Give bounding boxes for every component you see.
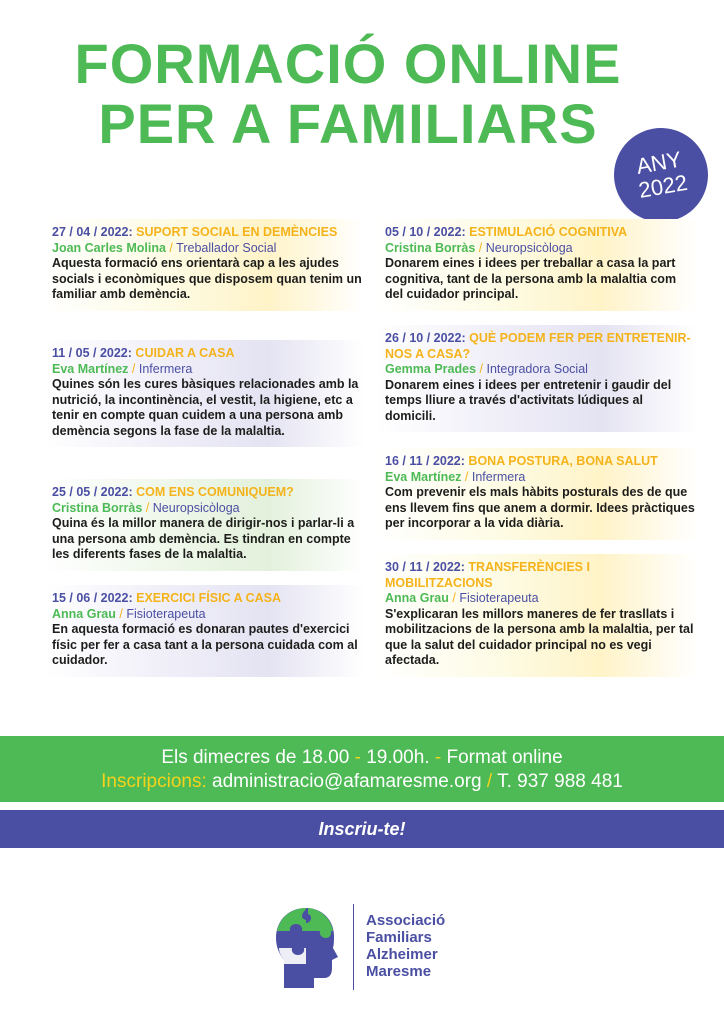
event-speaker: Eva Martínez <box>385 469 462 484</box>
event-speaker: Anna Grau <box>385 591 449 605</box>
event-date: 25 / 05 / 2022: <box>52 485 133 499</box>
event-topic: EXERCICI FÍSIC A CASA <box>136 591 282 605</box>
year-badge-year: 2022 <box>636 169 690 203</box>
event-card: 30 / 11 / 2022: TRANSFERÈNCIES I MOBILITZACIONS Anna Grau / Fisioterapeuta S'explicaran les millors maneres de fer trasllats i mobilitzacions de la persona amb la malaltia, per tal que la salut del cuidador principal no es vegi afectada. <box>377 554 697 677</box>
event-speaker: Cristina Borràs <box>52 500 143 515</box>
schedule-end: 19.00h. <box>366 747 430 768</box>
contact-email-link[interactable]: administracio@afamaresme.org <box>212 771 482 792</box>
logo-line-4: Maresme <box>366 963 432 980</box>
info-band <box>0 736 724 802</box>
event-card: 15 / 06 / 2022: EXERCICI FÍSIC A CASA Anna Grau / Fisioterapeuta En aquesta formació es donaran pautes d'exercici físic per fer a casa tant a la persona cuidada com al cuidador. <box>44 585 364 677</box>
event-speaker-role: Fisioterapeuta <box>126 606 206 621</box>
contact-phone: T. 937 988 481 <box>497 771 623 792</box>
event-topic: QUÈ PODEM FER PER ENTRETENIR-NOS A CASA? <box>385 331 691 361</box>
event-date: 30 / 11 / 2022: <box>385 560 465 574</box>
schedule-start: Els dimecres de 18.00 <box>161 747 350 768</box>
event-speaker-role: Infermera <box>471 469 526 484</box>
event-topic: ESTIMULACIÓ COGNITIVA <box>469 225 628 239</box>
event-date: 05 / 10 / 2022: <box>385 225 466 239</box>
contact-separator: / <box>486 771 493 792</box>
event-speaker-role: Integradora Social <box>486 362 588 376</box>
event-card: 16 / 11 / 2022: BONA POSTURA, BONA SALUT Eva Martínez / Infermera Com prevenir els mals hàbits posturals des de que ens llevem fins que anem a dormir. Idees pràctiques per incorporar a la vida diària. <box>377 448 697 540</box>
event-speaker-role: Fisioterapeuta <box>459 591 539 605</box>
title-line-1: FORMACIÓ ONLINE <box>74 32 622 95</box>
event-topic: SUPORT SOCIAL EN DEMÈNCIES <box>136 225 338 239</box>
inscriptions-label: Inscripcions: <box>101 771 207 792</box>
event-date: 26 / 10 / 2022: <box>385 331 466 345</box>
page-title <box>0 34 696 154</box>
event-date: 11 / 05 / 2022: <box>52 346 132 360</box>
org-logo-text <box>366 912 445 980</box>
event-topic: COM ENS COMUNIQUEM? <box>136 485 294 499</box>
event-topic: BONA POSTURA, BONA SALUT <box>468 454 658 468</box>
event-date: 27 / 04 / 2022: <box>52 225 133 239</box>
format-dash: - <box>434 747 442 768</box>
event-card: 11 / 05 / 2022: CUIDAR A CASA Eva Martínez / Infermera Quines són les cures bàsiques relacionades amb la nutrició, la incontinència, el vestit, la higiene, etc a tenir en compte quan cuidem a una persona amb demència segons la fase de la malaltia. <box>44 340 364 447</box>
schedule-dash: - <box>354 747 361 768</box>
logo-line-1: Associació <box>366 912 446 929</box>
event-description: S'explicaran les millors maneres de fer trasllats i mobilitzacions de la persona amb la malaltia, per tal que la salut del cuidador principal no es vegi afectada. <box>385 606 694 667</box>
event-speaker: Gemma Prades <box>385 362 477 376</box>
contact-line <box>0 770 724 794</box>
event-card: 26 / 10 / 2022: QUÈ PODEM FER PER ENTRETENIR-NOS A CASA? Gemma Prades / Integradora Social Donarem eines i idees per entretenir i gaudir del temps lliure a través d'activitats lúdiques al domicili. <box>377 325 697 432</box>
format-text: Format online <box>446 747 563 768</box>
schedule-line <box>0 746 724 770</box>
event-description: Aquesta formació ens orientarà cap a les ajudes socials i econòmiques que disposem quan tenim un familiar amb demència. <box>52 256 362 301</box>
logo-line-2: Familiars <box>366 929 432 946</box>
title-line-2: PER A FAMILIARS <box>98 92 598 155</box>
event-speaker: Anna Grau <box>52 606 116 621</box>
event-description: Donarem eines i idees per entretenir i gaudir del temps lliure a través d'activitats lúdiques al domicili. <box>385 377 672 423</box>
event-speaker: Joan Carles Molina <box>52 240 166 255</box>
event-date: 16 / 11 / 2022: <box>385 454 465 468</box>
event-description: Com prevenir els mals hàbits posturals des de que ens llevem fins que anem a dormir. Idees pràctiques per incorporar a la vida diària. <box>385 485 695 530</box>
event-topic: TRANSFERÈNCIES I MOBILITZACIONS <box>385 560 590 590</box>
event-speaker: Eva Martínez <box>52 361 129 376</box>
logo-line-3: Alzheimer <box>366 946 438 963</box>
event-description: Quines són les cures bàsiques relacionades amb la nutrició, la incontinència, el vestit, la higiene, etc a tenir en compte quan cuidem a una persona amb demència segons la fase de la malaltia. <box>52 377 359 438</box>
event-speaker-role: Treballador Social <box>176 240 277 255</box>
event-description: Donarem eines i idees per treballar a casa la part cognitiva, tant de la persona amb la malaltia com del cuidador principal. <box>385 256 677 301</box>
event-date: 15 / 06 / 2022: <box>52 591 133 605</box>
event-description: Quina és la millor manera de dirigir-nos i parlar-li a una persona amb demència. Es tindran en compte les diferents fases de la malaltia. <box>52 516 355 561</box>
event-description: En aquesta formació es donaran pautes d'exercici físic per fer a casa tant a la persona cuidada com al cuidador. <box>52 622 358 667</box>
event-card: 05 / 10 / 2022: ESTIMULACIÓ COGNITIVA Cristina Borràs / Neuropsicòloga Donarem eines i idees per treballar a casa la part cognitiva, tant de la persona amb la malaltia com del cuidador principal. <box>377 219 697 311</box>
event-speaker-role: Neuropsicòloga <box>152 500 240 515</box>
logo-divider <box>353 904 354 990</box>
event-speaker-role: Neuropsicòloga <box>485 240 573 255</box>
event-speaker-role: Infermera <box>138 361 193 376</box>
event-topic: CUIDAR A CASA <box>135 346 235 360</box>
year-badge-label: ANY <box>634 146 684 179</box>
event-card: 25 / 05 / 2022: COM ENS COMUNIQUEM? Cristina Borràs / Neuropsicòloga Quina és la millor manera de dirigir-nos i parlar-li a una persona amb demència. Es tindran en compte les diferents fases de la malaltia. <box>44 479 364 571</box>
event-card: 27 / 04 / 2022: SUPORT SOCIAL EN DEMÈNCIES Joan Carles Molina / Treballador Social Aquesta formació ens orientarà cap a les ajudes socials i econòmiques que disposem quan tenim un familiar amb demència. <box>44 219 364 311</box>
event-speaker: Cristina Borràs <box>385 240 476 255</box>
signup-button[interactable]: Inscriu-te! <box>0 810 724 848</box>
puzzle-head-icon <box>270 904 344 990</box>
